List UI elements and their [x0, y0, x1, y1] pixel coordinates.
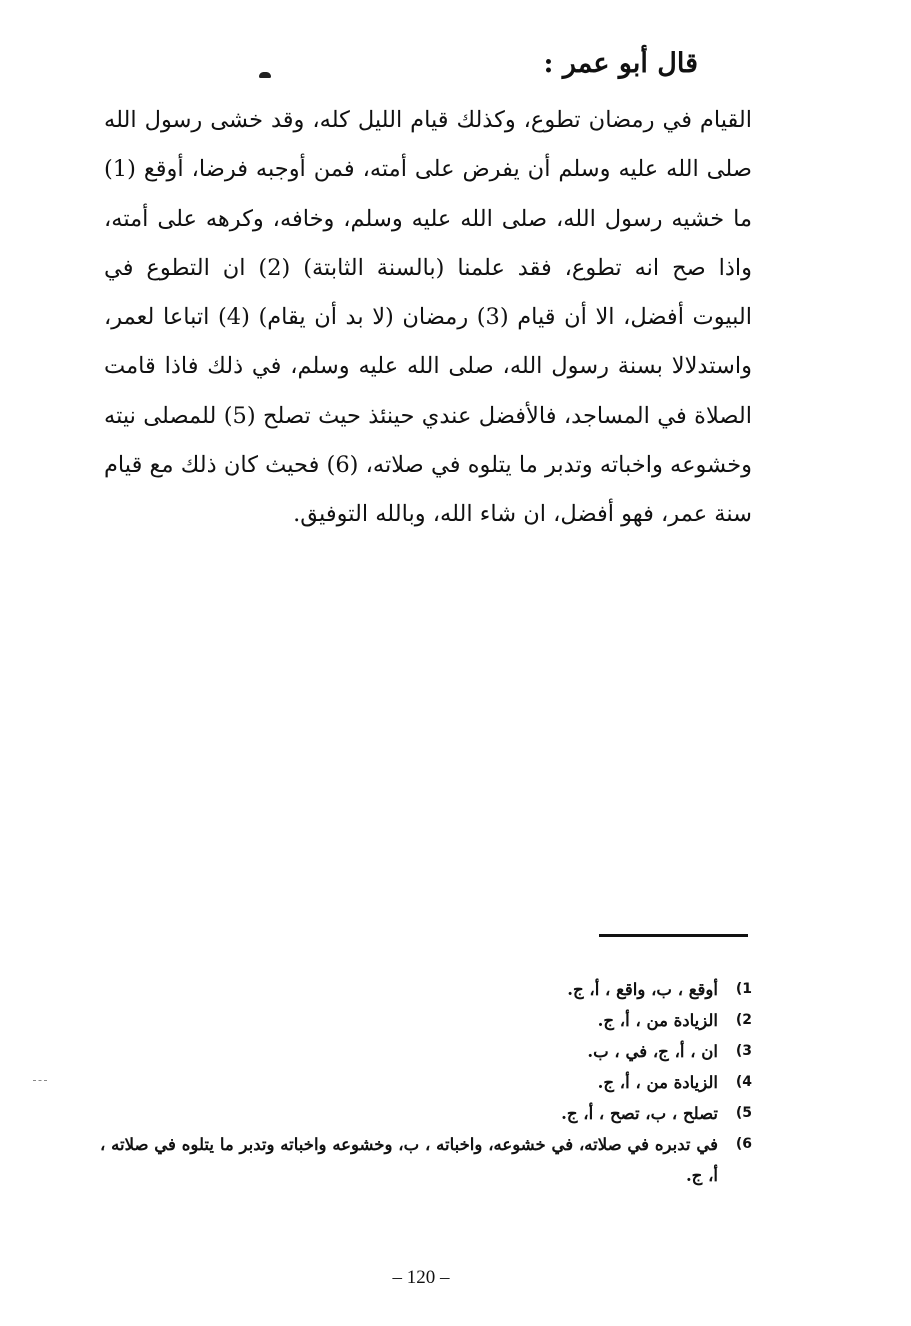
- page-number: – 120 –: [392, 1267, 450, 1288]
- footnote-item: [100, 1098, 752, 1129]
- footnote-item: [100, 974, 752, 1005]
- footnote-text: الزيادة من ، أ، ج.: [597, 1073, 718, 1092]
- footnote-item: [100, 1036, 752, 1067]
- footnote-number: 5): [735, 1105, 752, 1121]
- diacritic-mark: [259, 72, 271, 78]
- section-heading: قال أبو عمر :: [543, 48, 698, 79]
- footnote-number: 4): [735, 1074, 752, 1090]
- main-paragraph: القيام في رمضان تطوع، وكذلك قيام الليل كله، وقد خشى رسول الله صلى الله عليه وسلم أن يفرض على أمته، فمن أوجبه فرضا، أوقع (1) ما خشيه رسول الله، صلى الله عليه وسلم، وخافه، وكرهه على أمته، واذا صح انه تطوع، فقد علمنا (بالسنة الثابتة) (2) ان التطوع في البيوت أفضل، الا أن قيام (3) رمضان (لا بد أن يقام) (4) اتباعا لعمر، واستدلالا بسنة رسول الله، صلى الله عليه وسلم، في ذلك فاذا قامت الصلاة في المساجد، فالأفضل عندي حينئذ حيث تصلح (5) للمصلى نيته وخشوعه واخباته وتدبر ما يتلوه في صلاته، (6) فحيث كان ذلك مع قيام سنة عمر، فهو أفضل، ان شاء الله، وبالله التوفيق.: [104, 107, 753, 528]
- footnote-text: في تدبره في صلاته، في خشوعه، واخباته ، ب، وخشوعه واخباته وتدبر ما يتلوه في صلاته ، أ، ج.: [100, 1135, 718, 1185]
- scan-artifact: [33, 1080, 47, 1081]
- footnote-number: 6): [735, 1136, 752, 1152]
- footnote-item: [100, 1129, 752, 1191]
- footnote-divider: [599, 934, 748, 937]
- footnote-text: ان ، أ، ج، في ، ب.: [587, 1042, 718, 1061]
- footnote-text: أوقع ، ب، واقع ، أ، ج.: [567, 980, 718, 999]
- footnote-number: 2): [735, 1012, 752, 1028]
- footnote-number: 3): [735, 1043, 752, 1059]
- footnote-item: [100, 1067, 752, 1098]
- footnote-text: تصلح ، ب، تصح ، أ، ج.: [561, 1104, 718, 1123]
- footnotes-list: [100, 974, 752, 1191]
- footnote-item: [100, 1005, 752, 1036]
- footnote-text: الزيادة من ، أ، ج.: [597, 1011, 718, 1030]
- footnote-number: 1): [735, 981, 752, 997]
